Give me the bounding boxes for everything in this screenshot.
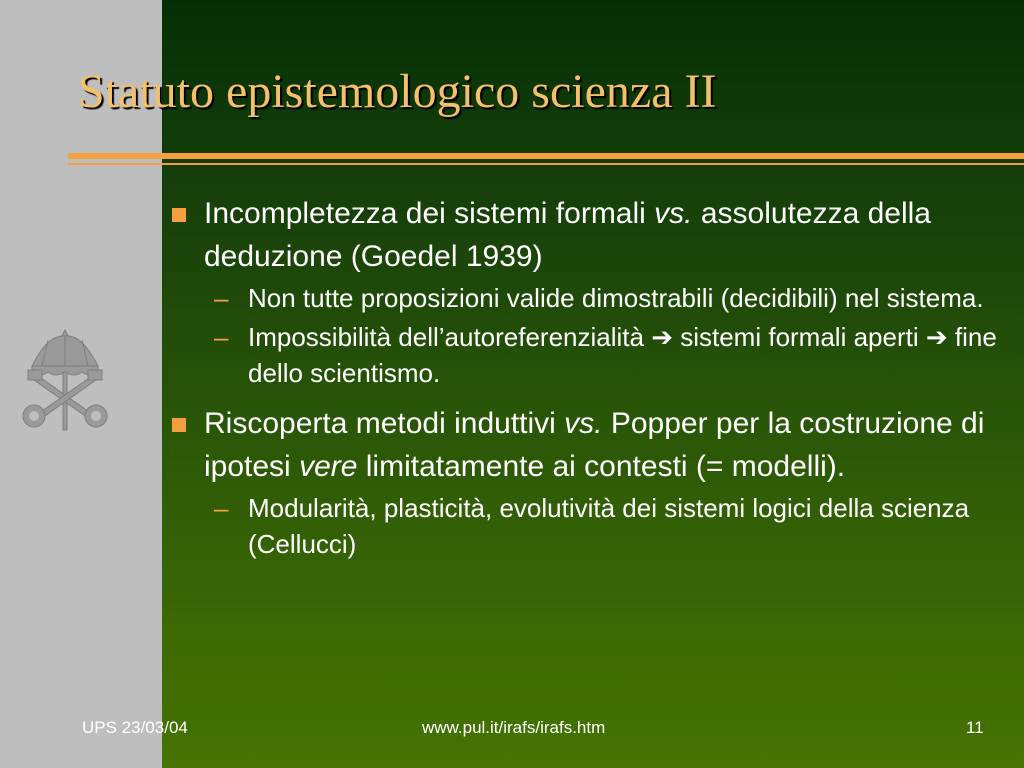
title-underline xyxy=(68,153,1024,159)
bullet-text: Incompletezza dei sistemi formali vs. assolutezza della deduzione (Goedel 1939) xyxy=(204,197,931,273)
square-bullet-icon xyxy=(172,418,186,432)
slide-number: 11 xyxy=(966,718,984,737)
sub-bullet-item xyxy=(162,319,1012,391)
sub-bullet-text: Non tutte proposizioni valide dimostrabili (decidibili) nel sistema. xyxy=(248,283,984,313)
dash-bullet: – xyxy=(214,493,229,523)
arrow-right-icon: ➔ xyxy=(651,322,673,352)
sub-bullet-item xyxy=(162,280,1012,316)
slide-title: Statuto epistemologico scienza II xyxy=(78,65,717,118)
bullet-item xyxy=(162,402,1012,488)
dash-bullet: – xyxy=(214,283,229,313)
sub-bullet-text: Modularità, plasticità, evolutività dei sistemi logici della scienza (Cellucci) xyxy=(248,493,970,559)
footer-url: www.pul.it/irafs/irafs.htm xyxy=(422,718,606,737)
dash-bullet: – xyxy=(214,322,229,352)
sub-bullet-text: Impossibilità dell’autoreferenzialità ➔ sistemi formali aperti ➔ fine dello scientismo. xyxy=(248,322,997,388)
arrow-right-icon: ➔ xyxy=(925,322,948,352)
footer-date: UPS 23/03/04 xyxy=(82,718,188,737)
bullet-item xyxy=(162,192,1012,278)
sub-bullet-item xyxy=(162,490,1012,562)
papal-crest-icon xyxy=(18,326,112,434)
square-bullet-icon xyxy=(172,208,186,222)
slide-body xyxy=(162,192,1012,565)
bullet-text: Riscoperta metodi induttivi vs. Popper per la costruzione di ipotesi vere limitatamente ai contesti (= modelli). xyxy=(204,407,985,483)
title-underline-thin xyxy=(68,163,1024,165)
